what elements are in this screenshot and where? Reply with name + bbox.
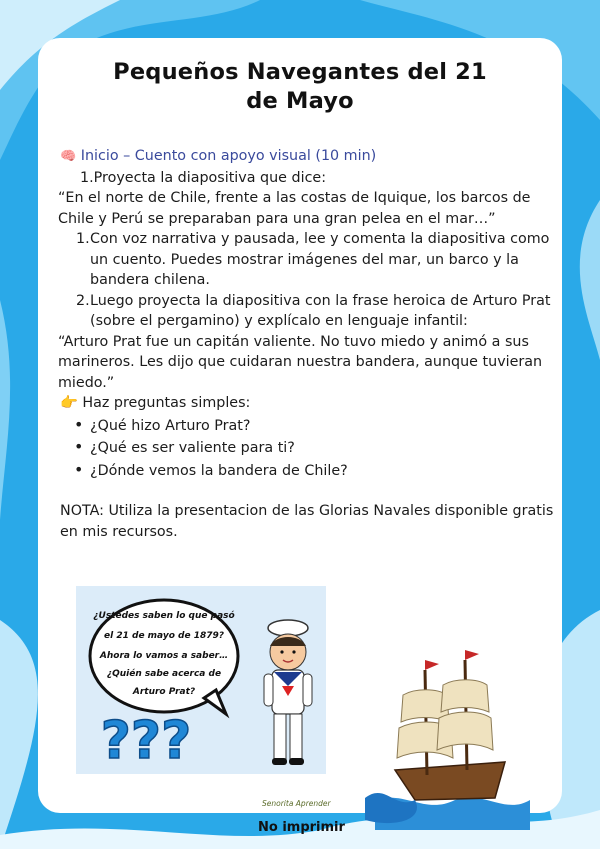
numbered-item-1-number: 1.	[76, 231, 90, 247]
step-1	[60, 168, 560, 189]
brain-icon: 🧠	[60, 149, 77, 164]
note-text: NOTA: Utiliza la presentacion de las Glorias Navales disponible gratis en mis recursos.	[60, 503, 554, 540]
title-line-2: de Mayo	[246, 88, 354, 114]
bubble-line-5: Arturo Prat?	[132, 687, 196, 697]
brand-logo: Senorita Aprender	[262, 799, 331, 808]
section-label: Inicio – Cuento con apoyo visual (10 min)	[80, 148, 377, 164]
questions-label: Haz preguntas simples:	[82, 395, 251, 411]
step-1-number: 1.	[80, 169, 94, 186]
questions-heading	[60, 393, 560, 414]
numbered-item-2-number: 2.	[76, 292, 90, 309]
page-title	[80, 58, 520, 116]
question-item: • ¿Qué es ser valiente para ti?	[74, 438, 560, 459]
bubble-line-2: el 21 de mayo de 1879?	[104, 631, 224, 641]
numbered-item-1	[60, 229, 560, 291]
footer-label: No imprimir	[258, 820, 345, 835]
section-heading	[60, 146, 560, 168]
numbered-item-2	[60, 291, 560, 332]
question-item: • ¿Qué hizo Arturo Prat?	[74, 416, 560, 437]
title-line-1: Pequeños Navegantes del 21	[113, 59, 487, 85]
pointing-hand-icon: 👉	[60, 395, 78, 411]
numbered-item-1-text: Con voz narrativa y pausada, lee y comenta la diapositiva como un cuento. Puedes mostrar imágenes del mar, un barco y la bandera chilena.	[90, 231, 550, 288]
quote-1: “En el norte de Chile, frente a las costas de Iquique, los barcos de Chile y Perú se preparaban para una gran pelea en el mar…”	[58, 190, 531, 227]
numbered-item-2-text: Luego proyecta la diapositiva con la frase heroica de Arturo Prat (sobre el pergamino) y explícalo en lenguaje infantil:	[90, 292, 551, 329]
bubble-line-4: ¿Quién sabe acerca de	[106, 669, 222, 679]
sailor-illustration-art	[76, 586, 326, 774]
lesson-content	[60, 146, 560, 542]
sailor-figure	[264, 620, 312, 765]
bubble-line-1: ¿Ustedes saben lo que pasó	[93, 611, 235, 621]
ship-illustration	[355, 650, 535, 830]
numbered-list	[60, 229, 560, 332]
question-marks: ???	[100, 711, 192, 771]
quote-2: “Arturo Prat fue un capitán valiente. No tuvo miedo y animó a sus marineros. Les dijo que cuidaran nuestra bandera, aunque tuvieran miedo.”	[58, 333, 543, 391]
bubble-line-3: Ahora lo vamos a saber…	[99, 651, 229, 661]
sailor-illustration	[76, 586, 326, 774]
question-item: • ¿Dónde vemos la bandera de Chile?	[74, 461, 560, 482]
questions-list	[60, 416, 560, 482]
step-1-text: Proyecta la diapositiva que dice:	[93, 169, 327, 186]
